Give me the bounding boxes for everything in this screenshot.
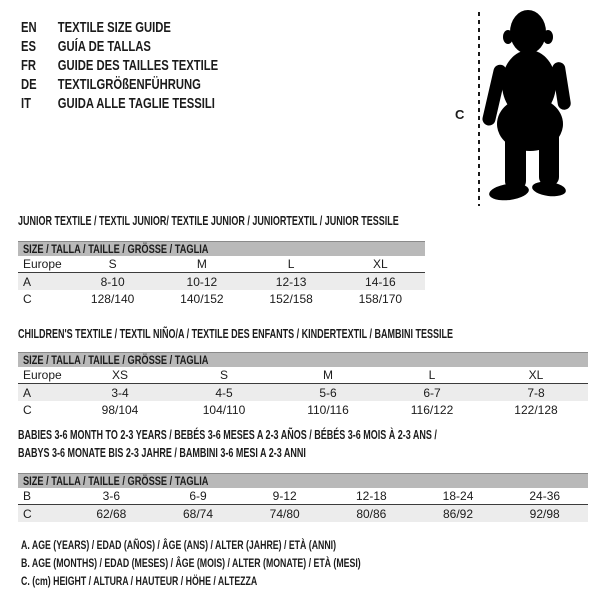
table-cell: M bbox=[196, 257, 207, 271]
table-cell: 9-12 bbox=[272, 489, 297, 503]
table-cell: 10-12 bbox=[186, 274, 218, 289]
table-cell: 68/74 bbox=[182, 506, 214, 521]
table-cell: 128/140 bbox=[90, 291, 135, 306]
table-cell: 12-18 bbox=[356, 489, 387, 503]
table-cell: 7-8 bbox=[527, 385, 545, 400]
table-row-a bbox=[18, 384, 588, 401]
size-header-band bbox=[18, 241, 425, 256]
language-title: GUIDA ALLE TAGLIE TESSILI bbox=[57, 95, 215, 112]
table-row-europe bbox=[18, 256, 425, 273]
language-code: FR bbox=[21, 57, 36, 74]
children-section-title: CHILDREN'S TEXTILE / TEXTIL NIÑO/A / TEXTILE DES ENFANTS / KINDERTEXTIL / BAMBINI TESSILE bbox=[18, 327, 454, 341]
table-row-b bbox=[18, 488, 588, 505]
table-cell: S bbox=[219, 368, 228, 382]
language-code: IT bbox=[21, 95, 32, 112]
baby-silhouette-icon bbox=[480, 6, 584, 210]
table-cell: 4-5 bbox=[215, 385, 233, 400]
table-cell: 92/98 bbox=[529, 506, 560, 521]
language-code: DE bbox=[21, 76, 37, 93]
size-header-label: SIZE / TALLA / TAILLE / GRÖSSE / TAGLIA bbox=[23, 474, 209, 488]
table-cell: 18-24 bbox=[442, 489, 474, 503]
junior-size-table bbox=[18, 241, 425, 307]
table-cell: 74/80 bbox=[269, 506, 300, 521]
language-code: ES bbox=[21, 38, 37, 55]
table-cell: 6-7 bbox=[423, 385, 441, 400]
table-cell: 6-9 bbox=[189, 489, 207, 503]
language-row-it bbox=[21, 94, 218, 113]
row-label: C bbox=[23, 291, 32, 306]
height-measure-label: C bbox=[455, 107, 465, 122]
footnotes bbox=[21, 538, 486, 592]
row-label: B bbox=[23, 489, 32, 503]
table-row-c bbox=[18, 505, 588, 522]
table-cell: L bbox=[287, 257, 295, 271]
table-cell: 122/128 bbox=[514, 402, 558, 417]
size-header-label: SIZE / TALLA / TAILLE / GRÖSSE / TAGLIA bbox=[23, 242, 209, 256]
table-row-a bbox=[18, 273, 425, 290]
language-row-fr bbox=[21, 56, 218, 75]
language-title: TEXTILE SIZE GUIDE bbox=[57, 19, 171, 36]
table-cell: S bbox=[108, 257, 117, 271]
language-code: EN bbox=[21, 19, 37, 36]
table-row-c bbox=[18, 401, 588, 418]
babies-section-title-line2: BABYS 3-6 MONATE BIS 2-3 JAHRE / BAMBINI 3-6 MESI A 2-3 ANNI bbox=[18, 446, 306, 460]
table-cell: 14-16 bbox=[365, 274, 396, 289]
table-cell: M bbox=[323, 368, 333, 382]
size-header-label: SIZE / TALLA / TAILLE / GRÖSSE / TAGLIA bbox=[23, 353, 209, 367]
junior-section-title: JUNIOR TEXTILE / TEXTIL JUNIOR/ TEXTILE JUNIOR / JUNIORTEXTIL / JUNIOR TESSILE bbox=[18, 214, 399, 228]
table-cell: 158/170 bbox=[358, 291, 403, 306]
language-title-list bbox=[21, 18, 284, 113]
language-title: GUIDE DES TAILLES TEXTILE bbox=[57, 57, 219, 74]
table-cell: 152/158 bbox=[269, 291, 313, 306]
table-cell: 62/68 bbox=[96, 506, 127, 521]
size-header-band bbox=[18, 352, 588, 367]
row-label: A bbox=[23, 385, 32, 400]
row-label: C bbox=[23, 506, 32, 521]
table-cell: 3-6 bbox=[102, 489, 120, 503]
table-cell: 5-6 bbox=[319, 385, 337, 400]
footnote-b: B. AGE (MONTHS) / EDAD (MESES) / ÂGE (MOIS) / ALTER (MONATE) / ETÀ (MESI) bbox=[21, 556, 361, 570]
language-row-de bbox=[21, 75, 218, 94]
size-header-band bbox=[18, 473, 588, 488]
table-cell: 12-13 bbox=[275, 274, 307, 289]
babies-size-table bbox=[18, 473, 588, 522]
table-cell: 8-10 bbox=[100, 274, 125, 289]
row-label: C bbox=[23, 402, 32, 417]
table-cell: 110/116 bbox=[307, 402, 349, 417]
footnote-a: A. AGE (YEARS) / EDAD (AÑOS) / ÂGE (ANS) / ALTER (JAHRE) / ETÀ (ANNI) bbox=[21, 538, 337, 552]
language-title: GUÍA DE TALLAS bbox=[57, 38, 151, 55]
children-size-table bbox=[18, 352, 588, 418]
table-cell: 24-36 bbox=[529, 489, 561, 503]
babies-section-title-line1: BABIES 3-6 MONTH TO 2-3 YEARS / BEBÉS 3-6 MESES A 2-3 AÑOS / BÉBÉS 3-6 MOIS À 2-3 ANS / bbox=[18, 428, 437, 442]
table-cell: 86/92 bbox=[443, 506, 474, 521]
footnote-c: C. (cm) HEIGHT / ALTURA / HAUTEUR / HÖHE / ALTEZZA bbox=[21, 574, 258, 588]
table-cell: XS bbox=[111, 368, 128, 382]
table-cell: 140/152 bbox=[180, 291, 224, 306]
table-cell: XL bbox=[528, 368, 544, 382]
row-label: Europe bbox=[23, 257, 62, 271]
table-cell: 116/122 bbox=[410, 402, 454, 417]
language-title: TEXTILGRÖßENFÜHRUNG bbox=[57, 76, 201, 93]
table-cell: 80/86 bbox=[356, 506, 387, 521]
table-cell: 104/110 bbox=[202, 402, 246, 417]
table-cell: 98/104 bbox=[101, 402, 139, 417]
table-cell: 3-4 bbox=[111, 385, 129, 400]
table-cell: L bbox=[428, 368, 436, 382]
row-label: A bbox=[23, 274, 32, 289]
table-row-europe bbox=[18, 367, 588, 384]
table-cell: XL bbox=[373, 257, 388, 271]
table-row-c bbox=[18, 290, 425, 307]
language-row-en bbox=[21, 18, 218, 37]
language-row-es bbox=[21, 37, 218, 56]
row-label: Europe bbox=[23, 368, 62, 382]
